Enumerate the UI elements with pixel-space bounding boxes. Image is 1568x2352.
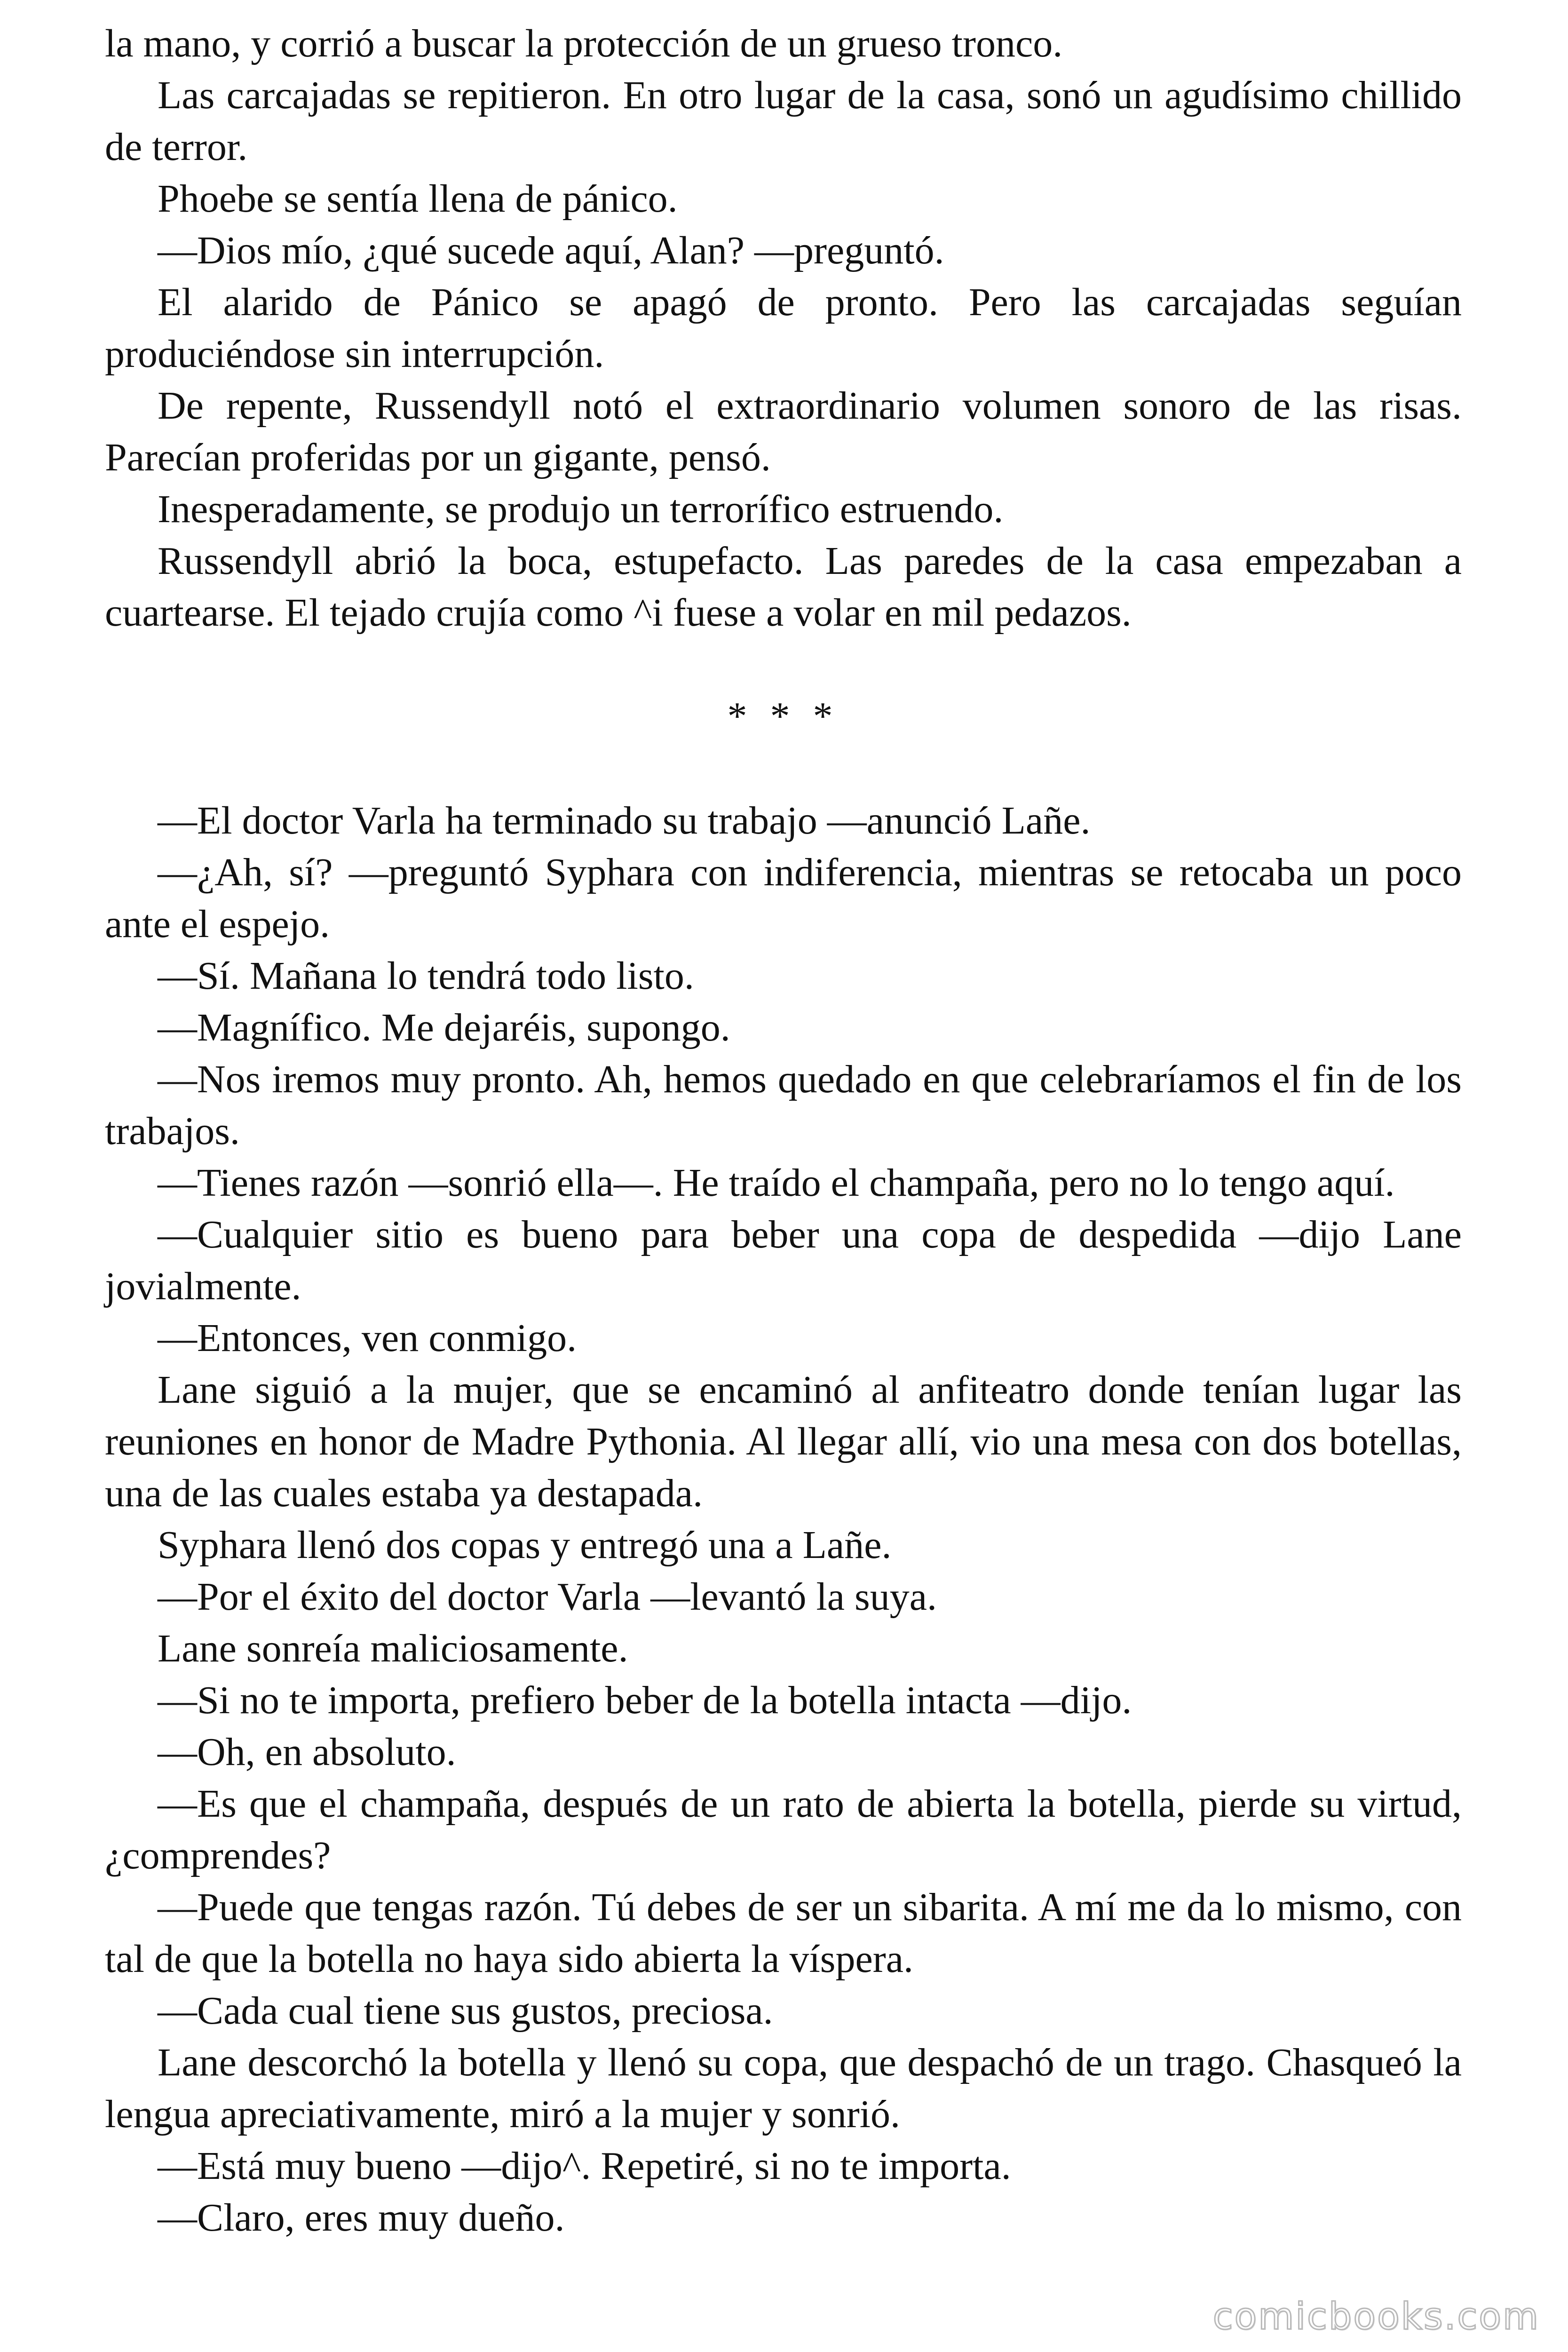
paragraph: —Dios mío, ¿qué sucede aquí, Alan? —preguntó. [158, 229, 944, 272]
paragraph: Phoebe se sentía llena de pánico. [158, 177, 678, 221]
paragraph: —Oh, en absoluto. [158, 1730, 456, 1774]
paragraph: Lane siguió a la mujer, que se encaminó al anfiteatro donde tenían lugar las reuniones en honor de Madre Pythonia. Al llegar allí, vio una mesa con dos botellas, una de las cuales estaba ya destapada. [105, 1368, 1462, 1515]
book-page [105, 18, 1462, 2244]
paragraph: —Claro, eres muy dueño. [158, 2196, 565, 2240]
paragraph: —Cualquier sitio es bueno para beber una copa de despedida —dijo Lane jovialmente. [105, 1213, 1462, 1308]
paragraph: —Está muy bueno —dijo^. Repetiré, si no te importa. [158, 2144, 1011, 2188]
paragraph: De repente, Russendyll notó el extraordinario volumen sonoro de las risas. Parecían proferidas por un gigante, pensó. [105, 384, 1462, 479]
paragraph: —El doctor Varla ha terminado su trabajo —anunció Lañe. [158, 799, 1091, 842]
paragraph: Lane descorchó la botella y llenó su copa, que despachó de un trago. Chasqueó la lengua apreciativamente, miró a la mujer y sonrió. [105, 2041, 1462, 2136]
paragraph: —Sí. Mañana lo tendrá todo listo. [158, 954, 694, 998]
paragraph: —Es que el champaña, después de un rato de abierta la botella, pierde su virtud, ¿comprendes? [105, 1782, 1462, 1877]
paragraph-continuation: la mano, y corrió a buscar la protección de un grueso tronco. [105, 22, 1063, 65]
paragraph: —Tienes razón —sonrió ella—. He traído el champaña, pero no lo tengo aquí. [158, 1161, 1395, 1205]
paragraph: Inesperadamente, se produjo un terrorífico estruendo. [158, 487, 1004, 531]
paragraph: —Por el éxito del doctor Varla —levantó la suya. [158, 1575, 937, 1619]
watermark: comicbooks.com [1212, 2296, 1540, 2338]
paragraph: —Si no te importa, prefiero beber de la botella intacta —dijo. [158, 1678, 1132, 1722]
paragraph: —Nos iremos muy pronto. Ah, hemos quedado en que celebraríamos el fin de los trabajos. [105, 1057, 1462, 1153]
paragraph: El alarido de Pánico se apagó de pronto. Pero las carcajadas seguían produciéndose sin interrupción. [105, 280, 1462, 376]
paragraph: Syphara llenó dos copas y entregó una a Lañe. [158, 1523, 892, 1567]
paragraph: Lane sonreía maliciosamente. [158, 1627, 628, 1670]
paragraph: Las carcajadas se repitieron. En otro lugar de la casa, sonó un agudísimo chillido de terror. [105, 73, 1462, 169]
paragraph: —Puede que tengas razón. Tú debes de ser un sibarita. A mí me da lo mismo, con tal de que la botella no haya sido abierta la víspera. [105, 1885, 1462, 1981]
paragraph: Russendyll abrió la boca, estupefacto. Las paredes de la casa empezaban a cuartearse. El tejado crujía como ^i fuese a volar en mil pedazos. [105, 539, 1462, 635]
paragraph: —¿Ah, sí? —preguntó Syphara con indiferencia, mientras se retocaba un poco ante el espejo. [105, 850, 1462, 946]
paragraph: —Magnífico. Me dejaréis, supongo. [158, 1006, 730, 1049]
paragraph: —Cada cual tiene sus gustos, preciosa. [158, 1989, 773, 2033]
scene-separator: * * * [727, 694, 839, 738]
paragraph: —Entonces, ven conmigo. [158, 1316, 577, 1360]
